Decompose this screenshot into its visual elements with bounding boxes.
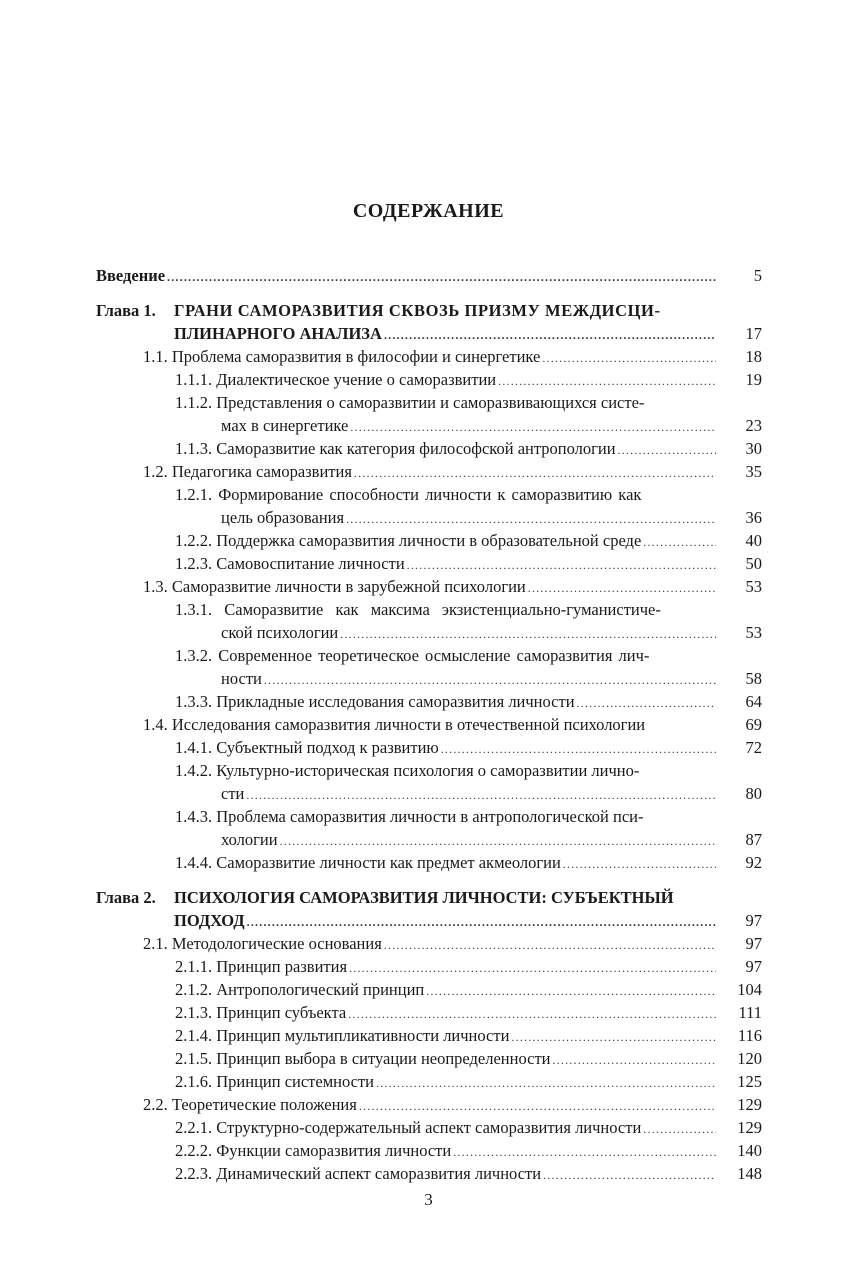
toc-entry-1-3-2-line1[interactable]: 1.3.2. Современное теоретическое осмысление саморазвития лич- <box>175 646 650 665</box>
dot-leader <box>347 957 716 978</box>
toc-entry-label: Введение <box>96 266 166 285</box>
dot-leader <box>575 692 716 713</box>
toc-entry-label: ПОДХОД <box>174 911 245 930</box>
toc-page-number: 30 <box>745 439 762 458</box>
toc-entry-1-2-3[interactable] <box>175 553 716 575</box>
toc-page-number: 87 <box>745 830 762 849</box>
dot-leader <box>561 853 716 874</box>
toc-entry-label: цель образования <box>221 508 345 527</box>
toc-page-number: 92 <box>745 853 762 872</box>
chapter-2-title-line2[interactable] <box>174 910 716 932</box>
toc-entry-label: 1.4.4. Саморазвитие личности как предмет акмеологии <box>175 853 561 872</box>
chapter-2-label: Глава 2. <box>96 888 156 907</box>
toc-page-number: 36 <box>745 508 762 527</box>
toc-entry-1-4[interactable]: 1.4. Исследования саморазвития личности в отечественной психологии <box>143 715 646 734</box>
toc-entry-label: 2.1.1. Принцип развития <box>175 957 348 976</box>
dot-leader <box>262 669 716 690</box>
toc-page-number: 58 <box>745 669 762 688</box>
toc-entry-label: ности <box>221 669 262 688</box>
toc-page-number: 111 <box>738 1003 762 1022</box>
dot-leader <box>357 1095 716 1116</box>
toc-entry-label: 1.4.1. Субъектный подход к развитию <box>175 738 439 757</box>
chapter-1-label: Глава 1. <box>96 301 156 320</box>
dot-leader <box>541 1164 716 1185</box>
toc-entry-1-2[interactable] <box>143 461 716 483</box>
toc-entry-1-4-1[interactable] <box>175 737 716 759</box>
toc-entry-2-1[interactable] <box>143 933 716 955</box>
dot-leader <box>348 416 716 437</box>
toc-entry-label: 2.2.3. Динамический аспект саморазвития личности <box>175 1164 542 1183</box>
dot-leader <box>496 370 716 391</box>
toc-entry-label: сти <box>221 784 245 803</box>
dot-leader <box>382 324 716 345</box>
dot-leader <box>344 508 716 529</box>
toc-entry-label: мах в синергетике <box>221 416 349 435</box>
toc-entry-label: 2.1.5. Принцип выбора в ситуации неопределенности <box>175 1049 551 1068</box>
toc-entry-1-2-1-line1[interactable]: 1.2.1. Формирование способности личности к саморазвитию как <box>175 485 642 504</box>
toc-page-number: 40 <box>745 531 762 550</box>
toc-page-number: 97 <box>745 957 762 976</box>
toc-entry-2-1-2[interactable] <box>175 979 716 1001</box>
dot-leader <box>526 577 716 598</box>
toc-entry-1-2-2[interactable] <box>175 530 716 552</box>
dot-leader <box>641 531 716 552</box>
toc-page-number: 17 <box>745 324 762 343</box>
toc-page-number: 23 <box>745 416 762 435</box>
toc-entry-1-4-2-line1[interactable]: 1.4.2. Культурно-историческая психология о саморазвитии лично- <box>175 761 640 780</box>
toc-entry-2-1-3[interactable] <box>175 1002 716 1024</box>
toc-entry-2-2-3[interactable] <box>175 1163 716 1185</box>
toc-entry-label: ской психологии <box>221 623 339 642</box>
dot-leader <box>346 1003 716 1024</box>
toc-entry-1-1-2-line2[interactable] <box>221 415 716 437</box>
toc-entry-label: 1.1.3. Саморазвитие как категория философской антропологии <box>175 439 616 458</box>
toc-entry-label: 2.1. Методологические основания <box>143 934 382 953</box>
toc-page-number: 53 <box>745 577 762 596</box>
toc-entry-1-3-3[interactable] <box>175 691 716 713</box>
toc-page-number: 53 <box>745 623 762 642</box>
toc-entry-label: 1.1.1. Диалектическое учение о саморазвитии <box>175 370 497 389</box>
toc-entry-label: хологии <box>221 830 278 849</box>
page-title: СОДЕРЖАНИЕ <box>352 200 505 222</box>
toc-entry-1-1-1[interactable] <box>175 369 716 391</box>
toc-entry-2-2[interactable] <box>143 1094 716 1116</box>
dot-leader <box>451 1141 716 1162</box>
toc-page-number: 19 <box>745 370 762 389</box>
toc-entry-2-1-1[interactable] <box>175 956 716 978</box>
page-number: 3 <box>424 1190 433 1209</box>
toc-entry-label: 2.1.2. Антропологический принцип <box>175 980 425 999</box>
toc-page-number: 18 <box>745 347 762 366</box>
toc-entry-label: 1.2.3. Самовоспитание личности <box>175 554 405 573</box>
toc-entry-1-1-2-line1[interactable]: 1.1.2. Представления о саморазвитии и саморазвивающихся систе- <box>175 393 645 412</box>
dot-leader <box>641 1118 716 1139</box>
toc-page-number: 64 <box>745 692 762 711</box>
toc-page-number: 125 <box>737 1072 762 1091</box>
toc-entry-label: 2.1.3. Принцип субъекта <box>175 1003 347 1022</box>
toc-entry-1-3-1-line2[interactable] <box>221 622 716 644</box>
toc-entry-2-1-4[interactable] <box>175 1025 716 1047</box>
toc-entry-1-4-4[interactable] <box>175 852 716 874</box>
toc-entry-1-1-3[interactable] <box>175 438 716 460</box>
toc-page-number: 129 <box>737 1095 762 1114</box>
dot-leader <box>352 462 716 483</box>
toc-entry-1-3-2-line2[interactable] <box>221 668 716 690</box>
toc-page-number: 116 <box>737 1026 762 1045</box>
toc-entry-2-2-2[interactable] <box>175 1140 716 1162</box>
toc-page-number: 97 <box>745 911 762 930</box>
toc-page-number: 148 <box>737 1164 762 1183</box>
toc-entry-1-4-2-line2[interactable] <box>221 783 716 805</box>
dot-leader <box>278 830 716 851</box>
dot-leader <box>405 554 716 575</box>
toc-page-number: 5 <box>753 266 762 285</box>
toc-entry-label: 2.1.6. Принцип системности <box>175 1072 374 1091</box>
toc-entry-label: 1.3. Саморазвитие личности в зарубежной психологии <box>143 577 526 596</box>
toc-entry-1-4-3-line1[interactable]: 1.4.3. Проблема саморазвития личности в антропологической пси- <box>175 807 644 826</box>
toc-page-number: 35 <box>745 462 762 481</box>
dot-leader <box>374 1072 716 1093</box>
toc-entry-1-4-3-line2[interactable] <box>221 829 716 851</box>
toc-entry-label: 1.2.2. Поддержка саморазвития личности в образовательной среде <box>175 531 642 550</box>
dot-leader <box>551 1049 717 1070</box>
toc-page-number: 97 <box>745 934 762 953</box>
dot-leader <box>244 784 716 805</box>
toc-page-number: 69 <box>745 715 762 734</box>
toc-entry-1-1[interactable] <box>143 346 716 368</box>
dot-leader <box>439 738 716 759</box>
toc-entry-1-2-1-line2[interactable] <box>221 507 716 529</box>
toc-entry-label: 1.1. Проблема саморазвития в философии и синергетике <box>143 347 541 366</box>
toc-page-number: 72 <box>745 738 762 757</box>
toc-entry-label: 1.2. Педагогика саморазвития <box>143 462 352 481</box>
dot-leader <box>165 266 716 287</box>
toc-entry-intro[interactable] <box>96 265 716 287</box>
toc-entry-2-1-6[interactable] <box>175 1071 716 1093</box>
toc-page-number: 120 <box>737 1049 762 1068</box>
toc-page-number: 104 <box>737 980 762 999</box>
toc-page-number: 140 <box>737 1141 762 1160</box>
chapter-2-title-line1[interactable]: ПСИХОЛОГИЯ САМОРАЗВИТИЯ ЛИЧНОСТИ: СУБЪЕКТНЫЙ <box>174 888 674 907</box>
chapter-1-title-line2[interactable] <box>174 323 716 345</box>
dot-leader <box>382 934 716 955</box>
toc-entry-label: 1.3.3. Прикладные исследования саморазвития личности <box>175 692 575 711</box>
toc-entry-1-3-1-line1[interactable]: 1.3.1. Саморазвитие как максима экзистенциально-гуманистиче- <box>175 600 661 619</box>
dot-leader <box>424 980 716 1001</box>
dot-leader <box>245 911 716 932</box>
toc-entry-label: 2.2. Теоретические положения <box>143 1095 357 1114</box>
toc-entry-label: 2.2.2. Функции саморазвития личности <box>175 1141 452 1160</box>
toc-entry-label: ПЛИНАРНОГО АНАЛИЗА <box>174 324 382 343</box>
dot-leader <box>338 623 716 644</box>
dot-leader <box>616 439 716 460</box>
toc-page-number: 50 <box>745 554 762 573</box>
toc-entry-2-2-1[interactable] <box>175 1117 716 1139</box>
toc-entry-label: 2.2.1. Структурно-содержательный аспект саморазвития личности <box>175 1118 642 1137</box>
toc-entry-1-3[interactable] <box>143 576 716 598</box>
dot-leader <box>540 347 716 368</box>
dot-leader <box>509 1026 716 1047</box>
toc-entry-label: 2.1.4. Принцип мультипликативности личности <box>175 1026 510 1045</box>
toc-page-number: 129 <box>737 1118 762 1137</box>
toc-entry-2-1-5[interactable] <box>175 1048 716 1070</box>
chapter-1-title-line1[interactable]: ГРАНИ САМОРАЗВИТИЯ СКВОЗЬ ПРИЗМУ МЕЖДИСЦИ- <box>174 301 661 320</box>
toc-page-number: 80 <box>745 784 762 803</box>
